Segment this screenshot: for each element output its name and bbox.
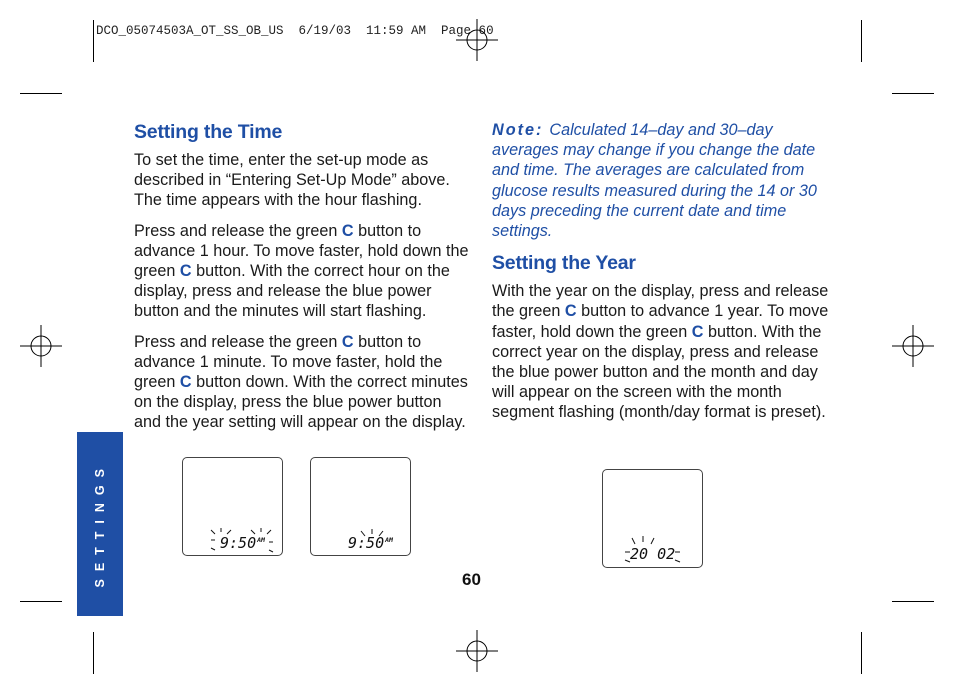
right-column [492, 120, 832, 433]
registration-mark-left-icon [20, 325, 62, 367]
text-run: button. With the correct year on the display, press and release the blue power button and the month and day will appear on the screen with the month segment flashing (month/day format is preset). [492, 322, 826, 422]
crop-mark [892, 601, 934, 602]
lcd-display-minute-flashing [310, 457, 411, 556]
crop-mark [861, 20, 862, 62]
text-run: button down. With the correct minutes on the display, press the blue power button and the year setting will appear on the display. [134, 373, 468, 432]
note-text: Calculated 14–day and 30–day averages may change if you change the date and time. The averages are calculated from glucose results measured during the 14 or 30 days preceding the current date and time settings. [492, 121, 817, 241]
page-number: 60 [462, 570, 481, 589]
text-run: button. With the correct hour on the display, press and release the blue power button and the minutes will start flashing. [134, 262, 450, 321]
crop-mark [20, 93, 62, 94]
lcd-time-readout [348, 534, 393, 552]
note-label: Note: [492, 121, 544, 139]
text-run: button to advance 1 year. To move faster, hold down the green [492, 302, 829, 341]
left-column [134, 120, 469, 443]
crop-mark [861, 632, 862, 674]
text-run: button to advance 1 hour. To move faster, hold down the green [134, 221, 469, 281]
c-button-label: C [341, 332, 354, 351]
setting-time-hour-paragraph [134, 221, 469, 322]
registration-mark-bottom-icon [456, 630, 498, 672]
lcd-time-readout [220, 534, 265, 552]
note-paragraph [492, 120, 832, 241]
crop-mark [20, 601, 62, 602]
lcd-time: 9:50 [348, 534, 385, 552]
setting-time-heading: Setting the Time [134, 121, 283, 143]
setting-time-minute-paragraph [134, 332, 469, 433]
text-run: Press and release the green [134, 221, 342, 240]
section-tab [77, 432, 123, 616]
setting-year-paragraph [492, 281, 832, 422]
registration-mark-right-icon [892, 325, 934, 367]
lcd-display-hour-flashing [182, 457, 283, 556]
setting-year-heading: Setting the Year [492, 252, 636, 275]
text-run: Press and release the green [134, 332, 342, 351]
text-run: With the year on the display, press and release the green [492, 282, 829, 321]
section-tab-label: SETTINGS [93, 460, 107, 588]
lcd-time: 9:50 [220, 534, 257, 552]
setting-time-intro: To set the time, enter the set-up mode as described in “Entering Set-Up Mode” above. The time appears with the hour flashing. [134, 151, 450, 210]
crop-mark [93, 632, 94, 674]
c-button-label: C [691, 322, 704, 341]
lcd-display-year-flashing [602, 469, 703, 568]
text-run: button to advance 1 minute. To move faster, hold the green [134, 332, 443, 392]
c-button-label: C [564, 302, 577, 321]
crop-mark [93, 20, 94, 62]
lcd-year-readout: 20 02 [630, 545, 676, 563]
registration-mark-top-icon [456, 19, 498, 61]
c-button-label: C [341, 221, 354, 240]
c-button-label: C [179, 262, 192, 281]
print-slug: DCO_05074503A_OT_SS_OB_US 6/19/03 11:59 AM Page 60 [96, 24, 494, 38]
c-button-label: C [179, 373, 192, 392]
crop-mark [892, 93, 934, 94]
lcd-ampm: AM [385, 536, 393, 544]
lcd-ampm: AM [257, 536, 265, 544]
